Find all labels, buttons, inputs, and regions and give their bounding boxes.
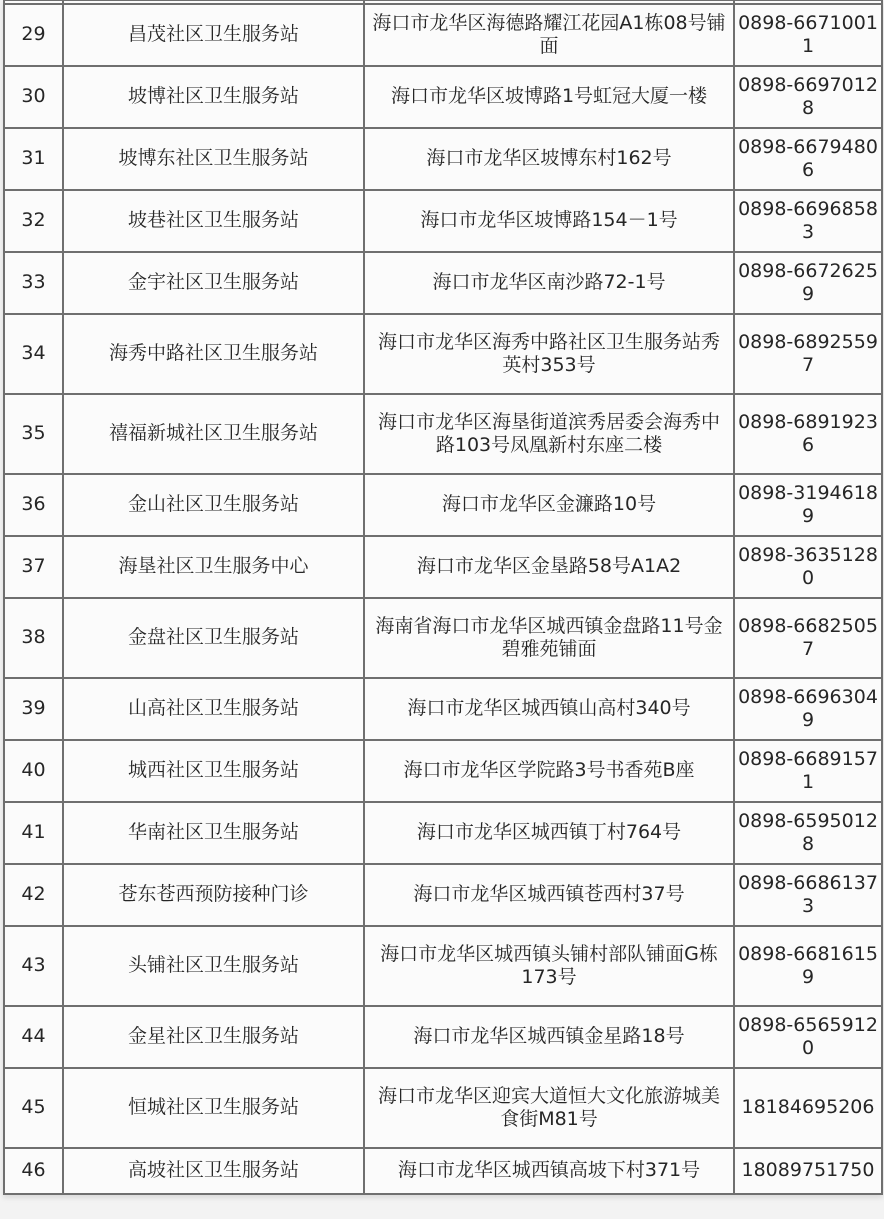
phone-cell: 0898-66794806 [734,128,882,190]
table-row [4,864,882,926]
phone-cell: 0898-68919236 [734,394,882,474]
phone-cell: 0898-68925597 [734,314,882,394]
phone-cell: 0898-66963049 [734,678,882,740]
row-number-cell: 33 [4,252,63,314]
row-number-cell: 35 [4,394,63,474]
row-number-cell: 39 [4,678,63,740]
table-row [4,598,882,678]
station-name-cell: 坡巷社区卫生服务站 [63,190,364,252]
row-number-cell: 45 [4,1068,63,1148]
table-row [4,536,882,598]
address-cell: 海口市龙华区海秀中路社区卫生服务站秀英村353号 [364,314,734,394]
address-cell: 海口市龙华区南沙路72-1号 [364,252,734,314]
phone-cell: 0898-65659120 [734,1006,882,1068]
row-number-cell: 40 [4,740,63,802]
address-cell: 海口市龙华区城西镇金星路18号 [364,1006,734,1068]
table-body [4,1,882,1194]
table-row [4,66,882,128]
address-cell: 海口市龙华区金濂路10号 [364,474,734,536]
phone-cell: 0898-66816159 [734,926,882,1006]
station-name-cell: 海秀中路社区卫生服务站 [63,314,364,394]
address-cell: 海口市龙华区海垦街道滨秀居委会海秀中路103号凤凰新村东座二楼 [364,394,734,474]
table-row [4,252,882,314]
row-number-cell: 37 [4,536,63,598]
station-name-cell: 苍东苍西预防接种门诊 [63,864,364,926]
phone-cell: 18184695206 [734,1068,882,1148]
row-number-cell: 43 [4,926,63,1006]
address-cell: 海口市龙华区坡博路1号虹冠大厦一楼 [364,66,734,128]
station-name-cell: 昌茂社区卫生服务站 [63,4,364,66]
address-cell: 海口市龙华区城西镇高坡下村371号 [364,1148,734,1194]
station-name-cell: 头铺社区卫生服务站 [63,926,364,1006]
row-number-cell: 31 [4,128,63,190]
address-cell: 海口市龙华区城西镇山高村340号 [364,678,734,740]
address-cell: 海口市龙华区坡博路154－1号 [364,190,734,252]
station-name-cell: 坡博东社区卫生服务站 [63,128,364,190]
station-name-cell: 恒城社区卫生服务站 [63,1068,364,1148]
table-row [4,740,882,802]
station-name-cell: 金山社区卫生服务站 [63,474,364,536]
phone-cell: 0898-66825057 [734,598,882,678]
station-name-cell: 金宇社区卫生服务站 [63,252,364,314]
phone-cell: 18089751750 [734,1148,882,1194]
table-row [4,4,882,66]
phone-cell: 0898-66861373 [734,864,882,926]
station-name-cell: 山高社区卫生服务站 [63,678,364,740]
address-cell: 海南省海口市龙华区城西镇金盘路11号金碧雅苑铺面 [364,598,734,678]
health-stations-table [3,0,883,1195]
row-number-cell: 46 [4,1148,63,1194]
row-number-cell: 44 [4,1006,63,1068]
address-cell: 海口市龙华区学院路3号书香苑B座 [364,740,734,802]
address-cell: 海口市龙华区城西镇头铺村部队铺面G栋173号 [364,926,734,1006]
row-number-cell: 34 [4,314,63,394]
station-name-cell: 华南社区卫生服务站 [63,802,364,864]
table-row [4,394,882,474]
table-row [4,128,882,190]
station-name-cell: 城西社区卫生服务站 [63,740,364,802]
phone-cell: 0898-66726259 [734,252,882,314]
phone-cell: 0898-31946189 [734,474,882,536]
address-cell: 海口市龙华区城西镇丁村764号 [364,802,734,864]
table-row [4,1148,882,1194]
table-row [4,926,882,1006]
phone-cell: 0898-66710011 [734,4,882,66]
station-name-cell: 金盘社区卫生服务站 [63,598,364,678]
table-row [4,678,882,740]
table-row [4,190,882,252]
station-name-cell: 坡博社区卫生服务站 [63,66,364,128]
table-row [4,802,882,864]
address-cell: 海口市龙华区迎宾大道恒大文化旅游城美食街M81号 [364,1068,734,1148]
station-name-cell: 金星社区卫生服务站 [63,1006,364,1068]
address-cell: 海口市龙华区城西镇苍西村37号 [364,864,734,926]
station-name-cell: 海垦社区卫生服务中心 [63,536,364,598]
phone-cell: 0898-36351280 [734,536,882,598]
row-number-cell: 41 [4,802,63,864]
phone-cell: 0898-66968583 [734,190,882,252]
station-name-cell: 禧福新城社区卫生服务站 [63,394,364,474]
phone-cell: 0898-66891571 [734,740,882,802]
row-number-cell: 38 [4,598,63,678]
table-row [4,1068,882,1148]
row-number-cell: 36 [4,474,63,536]
address-cell: 海口市龙华区海德路耀江花园A1栋08号铺面 [364,4,734,66]
row-number-cell: 42 [4,864,63,926]
address-cell: 海口市龙华区金垦路58号A1A2 [364,536,734,598]
table-row [4,314,882,394]
table-row [4,1006,882,1068]
station-name-cell: 高坡社区卫生服务站 [63,1148,364,1194]
row-number-cell: 29 [4,4,63,66]
address-cell: 海口市龙华区坡博东村162号 [364,128,734,190]
table-row [4,474,882,536]
phone-cell: 0898-65950128 [734,802,882,864]
row-number-cell: 32 [4,190,63,252]
phone-cell: 0898-66970128 [734,66,882,128]
row-number-cell: 30 [4,66,63,128]
